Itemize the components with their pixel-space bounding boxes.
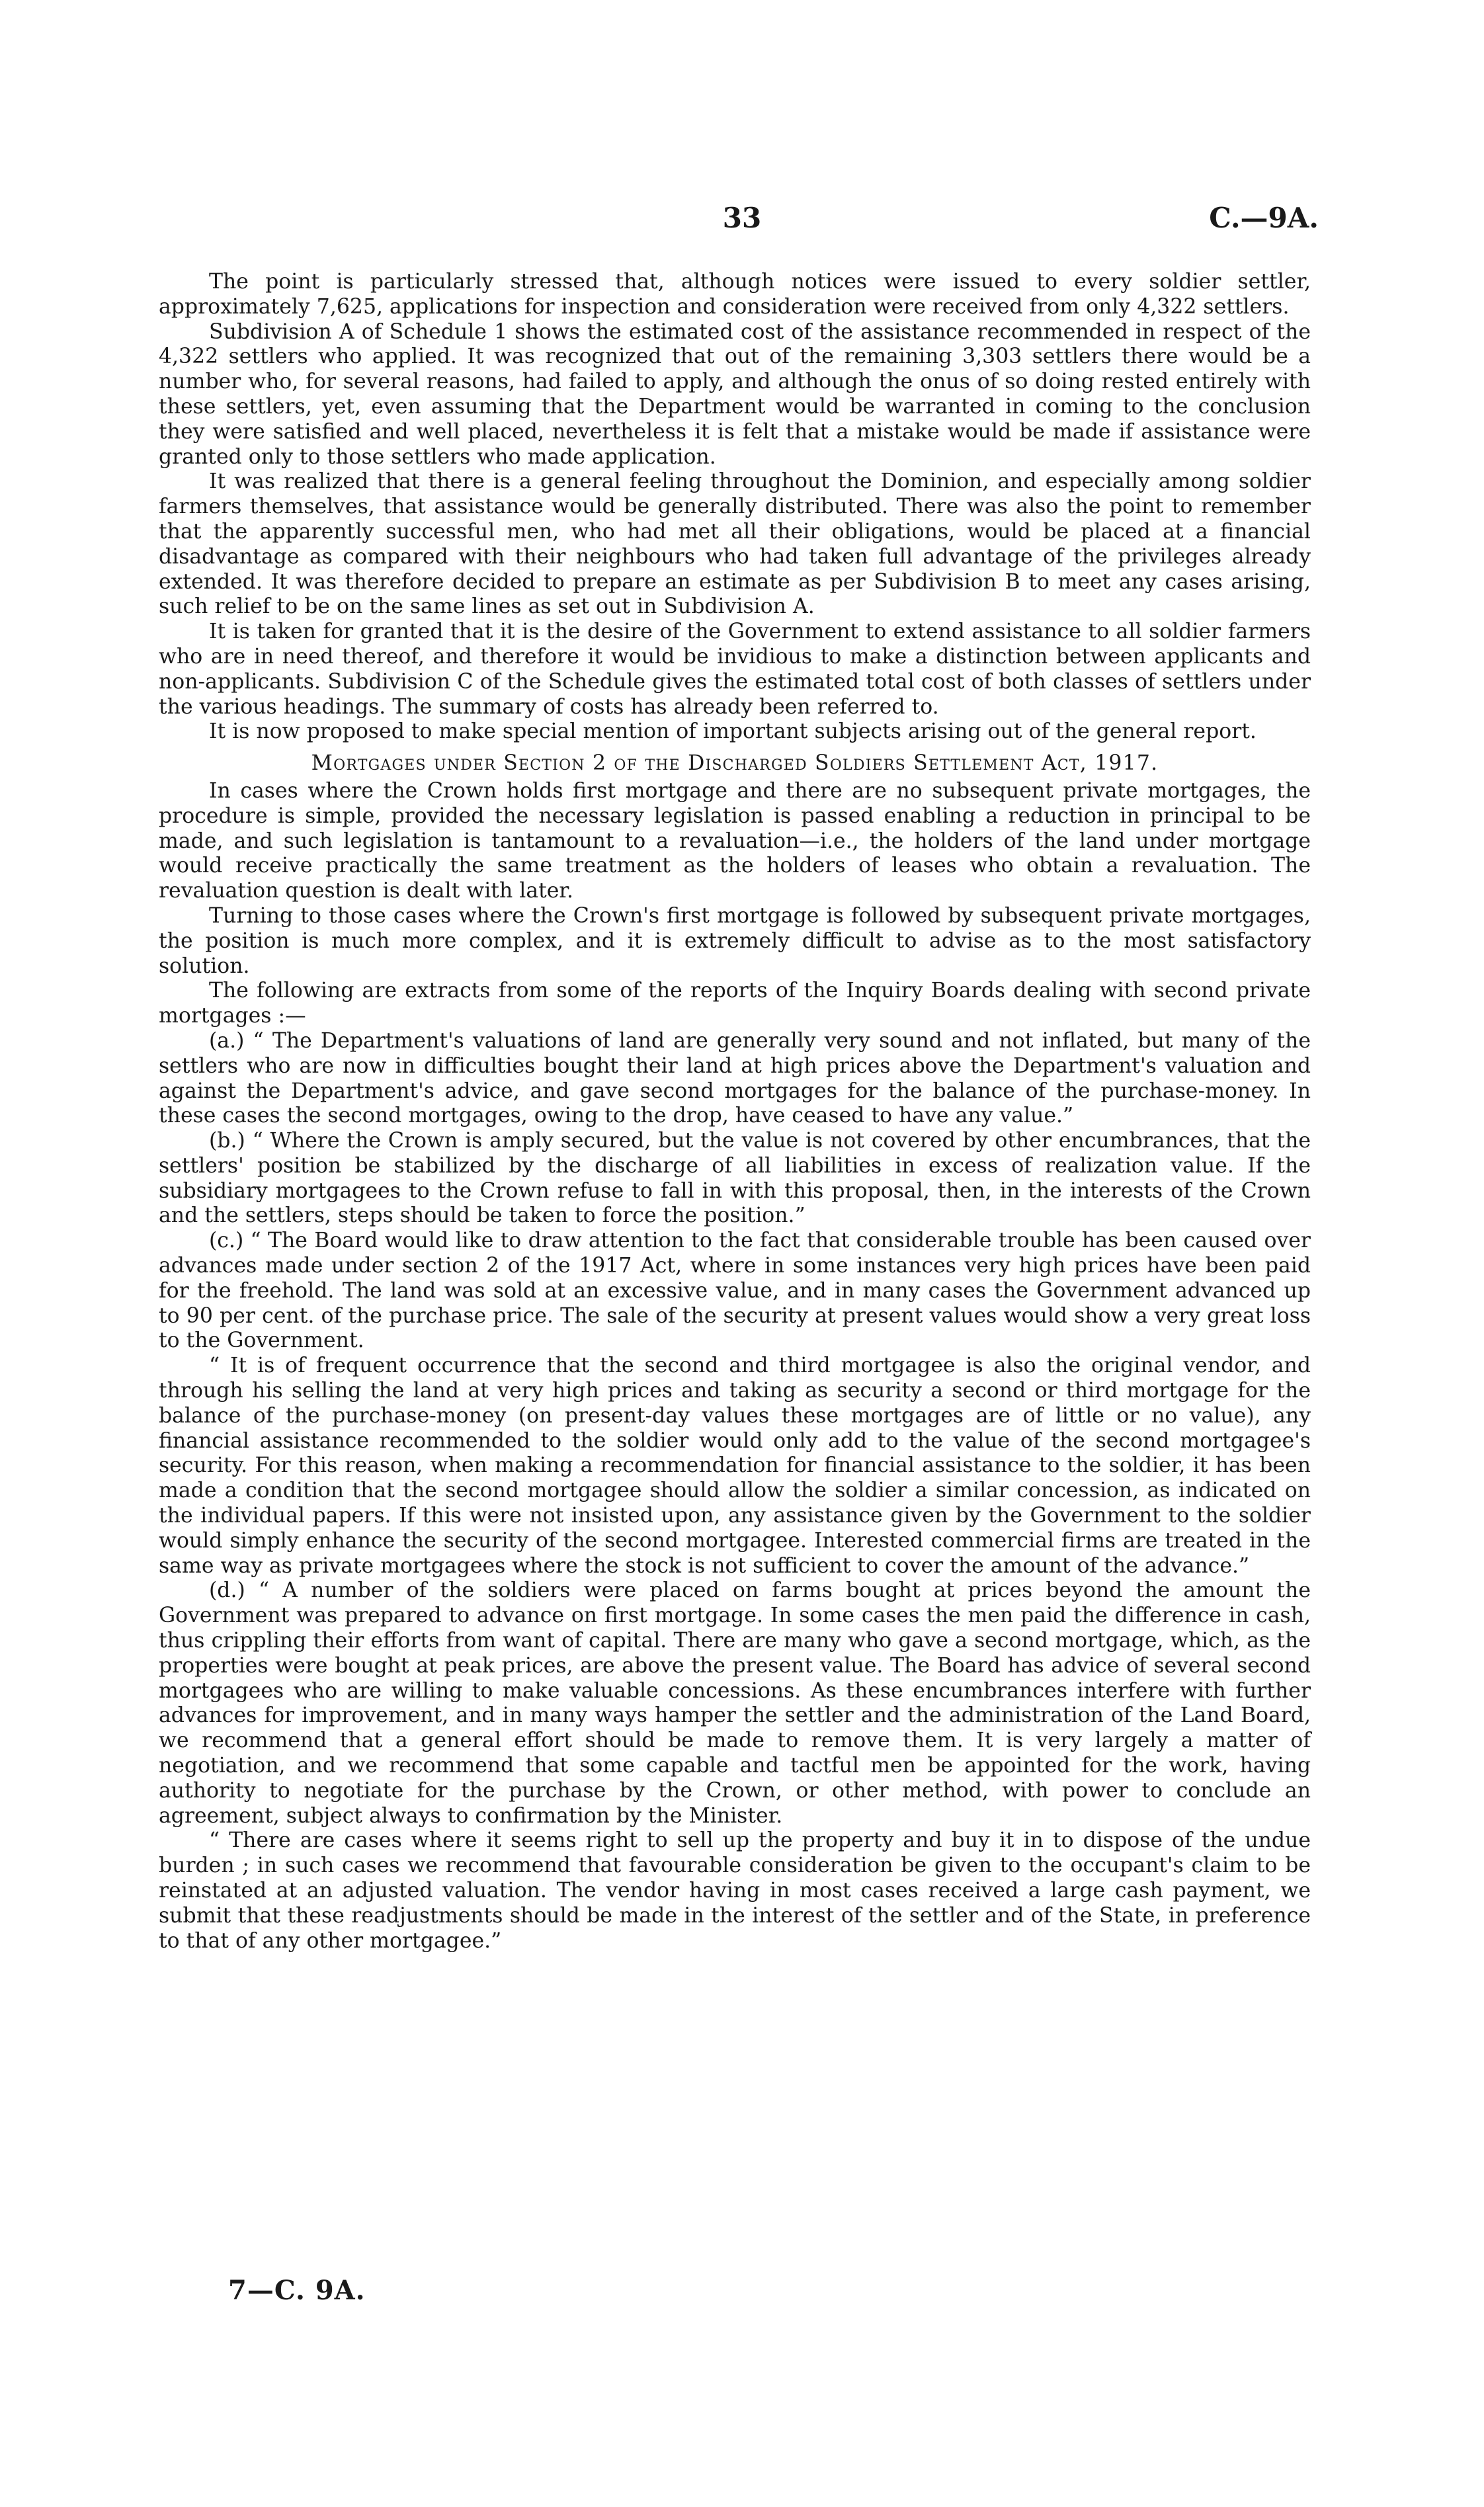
footer-reference: 7—C. 9A. [228,2275,366,2306]
paragraph: Turning to those cases where the Crown's first mortgage is followed by subsequent private mortgages, the position is much more complex, and it is extremely difficult to advise as to the most satisfactory solution. [159,903,1311,978]
paragraph: It is taken for granted that it is the desire of the Government to extend assistance to all soldier farmers who are in need thereof, and therefore it would be invidious to make a distinction between applicants and non-applicants. Subdivision C of the Schedule gives the estimated total cost of both classes of settlers under the various headings. The summary of costs has already been referred to. [159,620,1311,719]
quote-paragraph: (a.) “ The Department's valuations of land are generally very sound and not inflated, but many of the settlers who are now in difficulties bought their land at high prices above the Department's valuation and against the Department's advice, and gave second mortgages for the balance of the purchase-money. In these cases the second mortgages, owing to the drop, have ceased to have any value.” [159,1028,1311,1128]
paragraph: The following are extracts from some of the reports of the Inquiry Boards dealing with second private mortgages :— [159,979,1311,1028]
quote-paragraph: (b.) “ Where the Crown is amply secured, but the value is not covered by other encumbrances, that the settlers' position be stabilized by the discharge of all liabilities in excess of realization value. If the subsidiary mortgagees to the Crown refuse to fall in with this proposal, then, in the interests of the Crown and the settlers, steps should be taken to force the position.” [159,1129,1311,1228]
quote-paragraph: “ There are cases where it seems right to sell up the property and buy it in to dispose of the undue burden ; in such cases we recommend that favourable consideration be given to the occupant's claim to be reinstated at an adjusted valuation. The vendor having in most cases received a large cash payment, we submit that these readjustments should be made in the interest of the settler and of the State, in preference to that of any other mortgagee.” [159,1829,1311,1953]
quote-paragraph: (d.) “ A number of the soldiers were placed on farms bought at prices beyond the amount the Government was prepared to advance on first mortgage. In some cases the men paid the difference in cash, thus crippling their efforts from want of capital. There are many who gave a second mortgage, which, as the properties were bought at peak prices, are above the present value. The Board has advice of several second mortgagees who are willing to make valuable concessions. As these encumbrances interfere with further advances for improvement, and in many ways hamper the settler and the administration of the Land Board, we recommend that a general effort should be made to remove them. It is very largely a matter of negotiation, and we recommend that some capable and tactful men be appointed for the work, having authority to negotiate for the purchase by the Crown, or other method, with power to conclude an agreement, subject always to confirmation by the Minister. [159,1579,1311,1828]
paragraph: In cases where the Crown holds first mortgage and there are no subsequent private mortgages, the procedure is simple, provided the necessary legislation is passed enabling a reduction in principal to be made, and such legislation is tantamount to a revaluation—i.e., the holders of the land under mortgage would receive practically the same treatment as the holders of leases who obtain a revaluation. The revaluation question is dealt with later. [159,778,1311,903]
document-reference: C.—9A. [1209,202,1319,234]
quote-paragraph: “ It is of frequent occurrence that the second and third mortgagee is also the original vendor, and through his selling the land at very high prices and taking as security a second or third mortgage for the balance of the purchase-money (on present-day values these mortgages are of little or no value), any financial assistance recommended to the soldier would only add to the value of the second mortgagee's security. For this reason, when making a recommendation for financial assistance to the soldier, it has been made a condition that the second mortgagee should allow the soldier a similar concession, as indicated on the individual papers. If this were not insisted upon, any assistance given by the Government to the soldier would simply enhance the security of the second mortgagee. Interested commercial firms are treated in the same way as private mortgagees where the stock is not sufficient to cover the amount of the advance.” [159,1354,1311,1578]
paragraph: It was realized that there is a general feeling throughout the Dominion, and especially among soldier farmers themselves, that assistance would be generally distributed. There was also the point to remember that the apparently successful men, who had met all their obligations, would be placed at a financial disadvantage as compared with their neighbours who had taken full advantage of the privileges already extended. It was therefore decided to prepare an estimate as per Subdivision B to meet any cases arising, such relief to be on the same lines as set out in Subdivision A. [159,470,1311,619]
paragraph: Subdivision A of Schedule 1 shows the estimated cost of the assistance recommended in respect of the 4,322 settlers who applied. It was recognized that out of the remaining 3,303 settlers there would be a number who, for several reasons, had failed to apply, and although the onus of so doing rested entirely with these settlers, yet, even assuming that the Department would be warranted in coming to the conclusion they were satisfied and well placed, nevertheless it is felt that a mistake would be made if assistance were granted only to those settlers who made application. [159,319,1311,469]
body-text [159,270,1311,1953]
paragraph: The point is particularly stressed that, although notices were issued to every soldier settler, approximately 7,625, applications for inspection and consideration were received from only 4,322 settlers. [159,270,1311,319]
page-number: 33 [722,202,762,234]
paragraph: It is now proposed to make special mention of important subjects arising out of the general report. [209,719,1257,744]
section-heading: Mortgages under Section 2 of the Discharged Soldiers Settlement Act, 1917. [311,751,1159,776]
quote-paragraph: (c.) “ The Board would like to draw attention to the fact that considerable trouble has been caused over advances made under section 2 of the 1917 Act, where in some instances very high prices have been paid for the freehold. The land was sold at an excessive value, and in many cases the Government advanced up to 90 per cent. of the purchase price. The sale of the security at present values would show a very great loss to the Government. [159,1229,1311,1353]
